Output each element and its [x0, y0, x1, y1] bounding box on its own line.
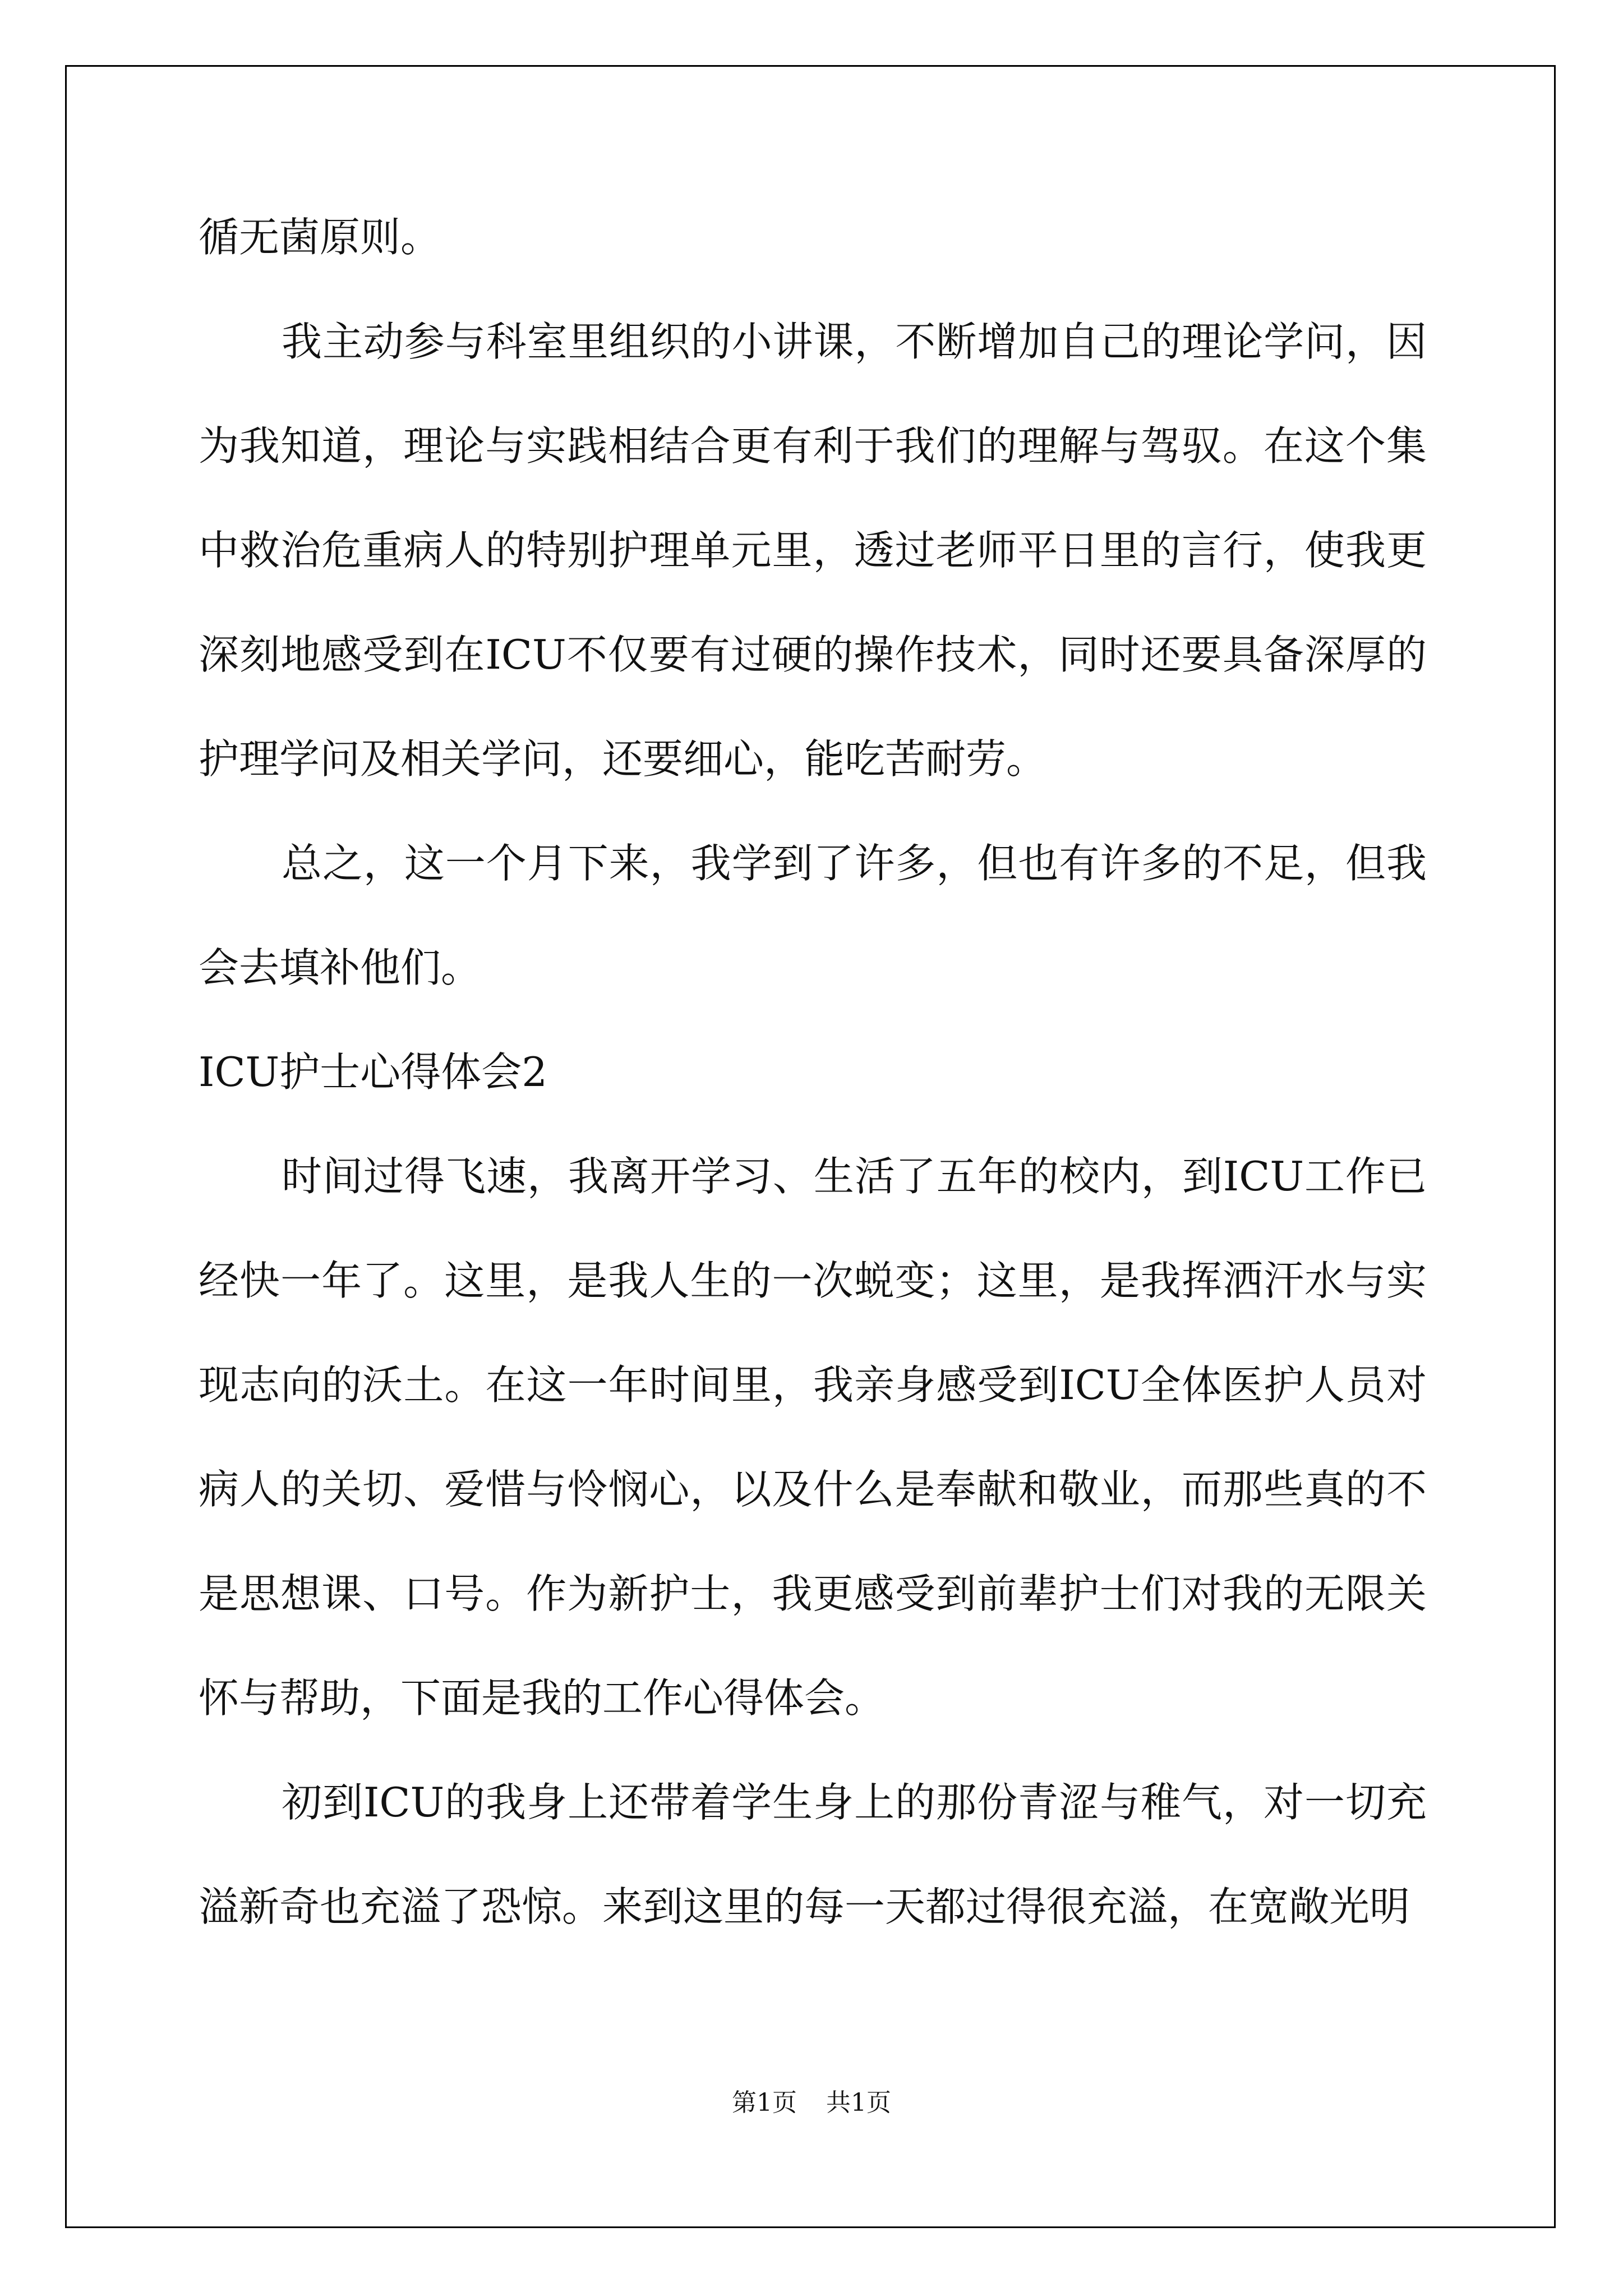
page-total: 共1页 — [826, 2088, 891, 2117]
paragraph-continuation: 循无菌原则。 — [199, 214, 441, 261]
document-body — [199, 185, 1427, 1959]
paragraph-first-year: 时间过得飞速，我离开学习、生活了五年的校内，到ICU工作已经快一年了。这里，是我人生的一次蜕变；这里，是我挥洒汗水与实现志向的沃土。在这一年时间里，我亲身感受到ICU全体医护人员对病人的关切、爱惜与怜悯心，以及什么是奉献和敬业，而那些真的不是思想课、口号。作为新护士，我更感受到前辈护士们对我的无限关怀与帮助，下面是我的工作心得体会。 — [199, 1153, 1427, 1722]
page-number: 第1页 — [732, 2088, 797, 2117]
paragraph-summary: 总之，这一个月下来，我学到了许多，但也有许多的不足，但我会去填补他们。 — [199, 840, 1427, 991]
paragraph-arrival: 初到ICU的我身上还带着学生身上的那份青涩与稚气，对一切充溢新奇也充溢了恐惊。来到这里的每一天都过得很充溢，在宽敞光明 — [199, 1779, 1427, 1930]
page-footer — [0, 2082, 1623, 2118]
paragraph-theory-study: 我主动参与科室里组织的小讲课，不断增加自己的理论学问，因为我知道，理论与实践相结合更有利于我们的理解与驾驭。在这个集中救治危重病人的特别护理单元里，透过老师平日里的言行，使我更深刻地感受到在ICU不仅要有过硬的操作技术，同时还要具备深厚的护理学问及相关学问，还要细心，能吃苦耐劳。 — [199, 318, 1427, 783]
section-heading: ICU护士心得体会2 — [199, 1048, 548, 1096]
